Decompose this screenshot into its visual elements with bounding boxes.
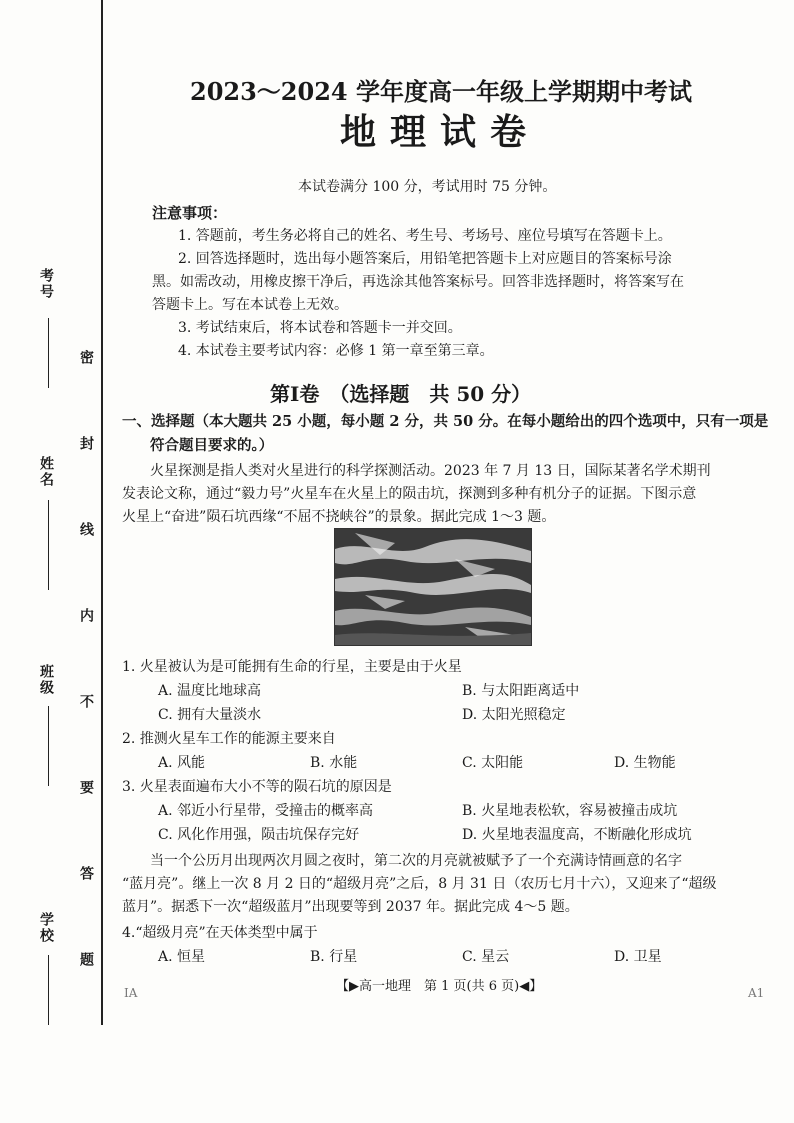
question-option: D. 火星地表温度高，不断融化形成坑 — [462, 827, 692, 843]
passage-line: 发表论文称，通过“毅力号”火星车在火星上的陨击坑，探测到多种有机分子的证据。下图示意 — [122, 486, 697, 502]
notes-line: 答题卡上。写在本试卷上无效。 — [152, 297, 348, 313]
field-label-banji: 班级 — [38, 664, 54, 696]
notes-line: 2. 回答选择题时，选出每小题答案后，用铅笔把答题卡上对应题目的答案标号涂 — [178, 251, 672, 267]
page-footer: 【▶高一地理 第 1 页(共 6 页)◀】 — [336, 979, 543, 994]
field-line-xuexiao — [48, 955, 49, 1025]
question-stem: 4.“超级月亮”在天体类型中属于 — [122, 925, 318, 941]
passage-line: 当一个公历月出现两次月圆之夜时，第二次的月亮就被赋予了一个充满诗情画意的名字 — [150, 853, 682, 869]
question-stem: 3. 火星表面遍布大小不等的陨石坑的原因是 — [122, 779, 392, 795]
question-option: B. 行星 — [310, 949, 358, 965]
section-instruction: 符合题目要求的。） — [150, 437, 274, 454]
question-option: A. 风能 — [158, 755, 206, 771]
field-line-kaohao — [48, 318, 49, 388]
passage-line: “蓝月亮”。继上一次 8 月 2 日的“超级月亮”之后，8 月 31 日（农历七月十六），又迎来了“超级 — [122, 876, 717, 892]
field-label-kaohao: 考号 — [38, 268, 54, 300]
subject-title: 地理试卷 — [340, 111, 541, 153]
exam-title: 2023～2024 学年度高一年级上学期期中考试 — [190, 77, 692, 106]
question-option: D. 太阳光照稳定 — [462, 707, 566, 723]
field-line-xingming — [48, 500, 49, 590]
question-option: C. 风化作用强，陨击坑保存完好 — [158, 827, 360, 843]
section-instruction: 一、选择题（本大题共 25 小题，每小题 2 分，共 50 分。在每小题给出的四个选项中，只有一项是 — [122, 413, 769, 430]
field-line-banji — [48, 706, 49, 786]
notes-line: 黑。如需改动，用橡皮擦干净后，再选涂其他答案标号。回答非选择题时，将答案写在 — [152, 274, 684, 290]
notes-line: 4. 本试卷主要考试内容：必修 1 第一章至第三章。 — [178, 343, 494, 359]
question-option: B. 火星地表松软，容易被撞击成坑 — [462, 803, 678, 819]
exam-info: 本试卷满分 100 分，考试用时 75 分钟。 — [298, 179, 557, 195]
question-option: A. 邻近小行星带，受撞击的概率高 — [158, 803, 374, 819]
question-option: A. 温度比地球高 — [158, 683, 262, 699]
footer-left-mark: IA — [124, 986, 138, 1000]
question-option: C. 星云 — [462, 949, 510, 965]
field-label-xuexiao: 学校 — [38, 912, 54, 944]
question-stem: 1. 火星被认为是可能拥有生命的行星，主要是由于火星 — [122, 659, 462, 675]
question-option: C. 太阳能 — [462, 755, 524, 771]
question-option: C. 拥有大量淡水 — [158, 707, 262, 723]
question-option: B. 水能 — [310, 755, 358, 771]
passage-line: 火星上“奋进”陨石坑西缘“不屈不挠峡谷”的景象。据此完成 1～3 题。 — [122, 509, 556, 525]
footer-right-mark: A1 — [748, 986, 765, 1000]
section-title: 第Ⅰ卷 （选择题 共 50 分） — [270, 382, 532, 406]
notes-line: 3. 考试结束后，将本试卷和答题卡一并交回。 — [178, 320, 462, 336]
notes-heading: 注意事项： — [152, 204, 228, 222]
mars-canyon-image — [334, 528, 532, 646]
question-option: D. 生物能 — [614, 755, 676, 771]
passage-line: 火星探测是指人类对火星进行的科学探测活动。2023 年 7 月 13 日，国际某著名学术期刊 — [150, 463, 711, 479]
seal-line-text: 密 封 线 内 不 要 答 题 — [78, 350, 94, 994]
passage-line: 蓝月”。据悉下一次“超级蓝月”出现要等到 2037 年。据此完成 4～5 题。 — [122, 899, 579, 915]
binding-line — [101, 0, 103, 1025]
question-option: A. 恒星 — [158, 949, 206, 965]
question-stem: 2. 推测火星车工作的能源主要来自 — [122, 731, 336, 747]
notes-line: 1. 答题前，考生务必将自己的姓名、考生号、考场号、座位号填写在答题卡上。 — [178, 228, 672, 244]
question-option: B. 与太阳距离适中 — [462, 683, 580, 699]
field-label-xingming: 姓名 — [38, 456, 54, 488]
question-option: D. 卫星 — [614, 949, 662, 965]
